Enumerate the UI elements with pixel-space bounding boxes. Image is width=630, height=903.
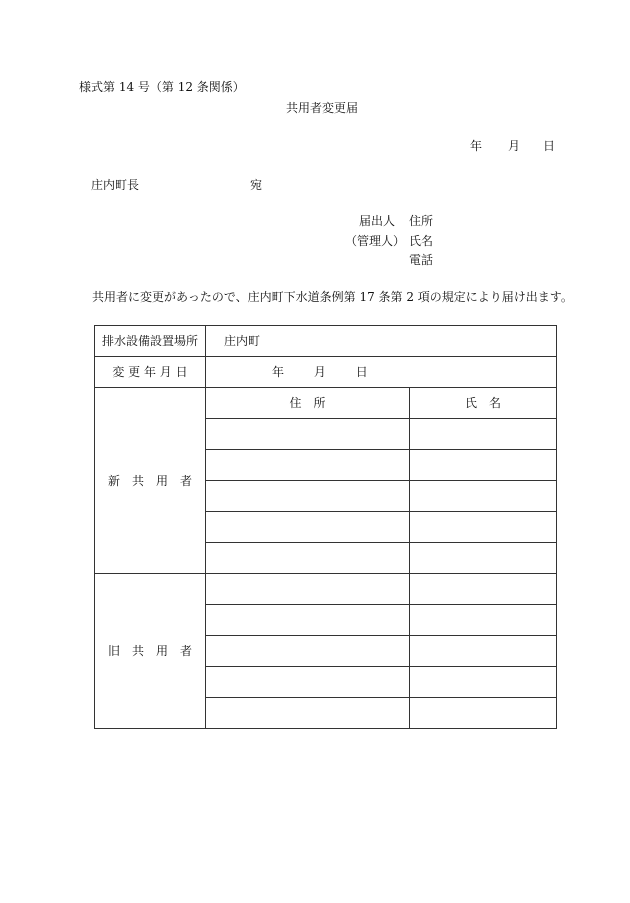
old-user-row <box>95 574 557 605</box>
old-user-name-cell[interactable] <box>410 574 557 605</box>
applicant-address-label: 住所 <box>409 214 434 228</box>
applicant-name-label: 氏名 <box>409 234 434 248</box>
address-column-header: 住 所 <box>206 388 410 419</box>
old-user-address-cell[interactable] <box>206 574 410 605</box>
old-user-name-cell[interactable] <box>410 667 557 698</box>
new-user-name-cell[interactable] <box>410 512 557 543</box>
old-user-address-cell[interactable] <box>206 667 410 698</box>
manager-label: （管理人） <box>345 234 406 248</box>
form-number: 様式第 14 号（第 12 条関係） <box>79 80 245 94</box>
change-date-value[interactable] <box>206 357 557 388</box>
old-user-address-cell[interactable] <box>206 698 410 729</box>
new-user-name-cell[interactable] <box>410 419 557 450</box>
old-user-name-cell[interactable] <box>410 698 557 729</box>
new-user-row <box>95 388 557 419</box>
change-form-table <box>94 325 557 729</box>
new-user-address-cell[interactable] <box>206 543 410 574</box>
recipient-name: 庄内町長 <box>91 178 140 192</box>
page-title: 共用者変更届 <box>286 101 359 115</box>
date-day-label: 日 <box>543 139 556 153</box>
new-user-address-cell[interactable] <box>206 512 410 543</box>
new-group-label: 新 共 用 者 <box>95 388 206 574</box>
old-user-address-cell[interactable] <box>206 605 410 636</box>
change-date-year: 年 <box>272 365 285 379</box>
date-year-label: 年 <box>470 139 483 153</box>
old-user-name-cell[interactable] <box>410 605 557 636</box>
name-column-header: 氏 名 <box>410 388 557 419</box>
new-user-address-cell[interactable] <box>206 450 410 481</box>
new-user-name-cell[interactable] <box>410 481 557 512</box>
new-user-address-cell[interactable] <box>206 419 410 450</box>
change-date-month: 月 <box>313 365 326 379</box>
applicant-label: 届出人 <box>359 214 396 228</box>
new-user-address-cell[interactable] <box>206 481 410 512</box>
recipient-suffix: 宛 <box>250 178 263 192</box>
change-date-label: 変 更 年 月 日 <box>95 357 206 388</box>
new-user-name-cell[interactable] <box>410 543 557 574</box>
statement-text: 共用者に変更があったので、庄内町下水道条例第 17 条第 2 項の規定により届け出ます。 <box>92 290 573 304</box>
location-label: 排水設備設置場所 <box>95 326 206 357</box>
change-date-row <box>95 357 557 388</box>
change-date-day: 日 <box>355 365 368 379</box>
applicant-phone-label: 電話 <box>409 253 434 267</box>
location-row <box>95 326 557 357</box>
old-user-address-cell[interactable] <box>206 636 410 667</box>
date-month-label: 月 <box>508 139 521 153</box>
location-value[interactable]: 庄内町 <box>206 326 557 357</box>
new-user-name-cell[interactable] <box>410 450 557 481</box>
old-user-name-cell[interactable] <box>410 636 557 667</box>
old-group-label: 旧 共 用 者 <box>95 574 206 729</box>
